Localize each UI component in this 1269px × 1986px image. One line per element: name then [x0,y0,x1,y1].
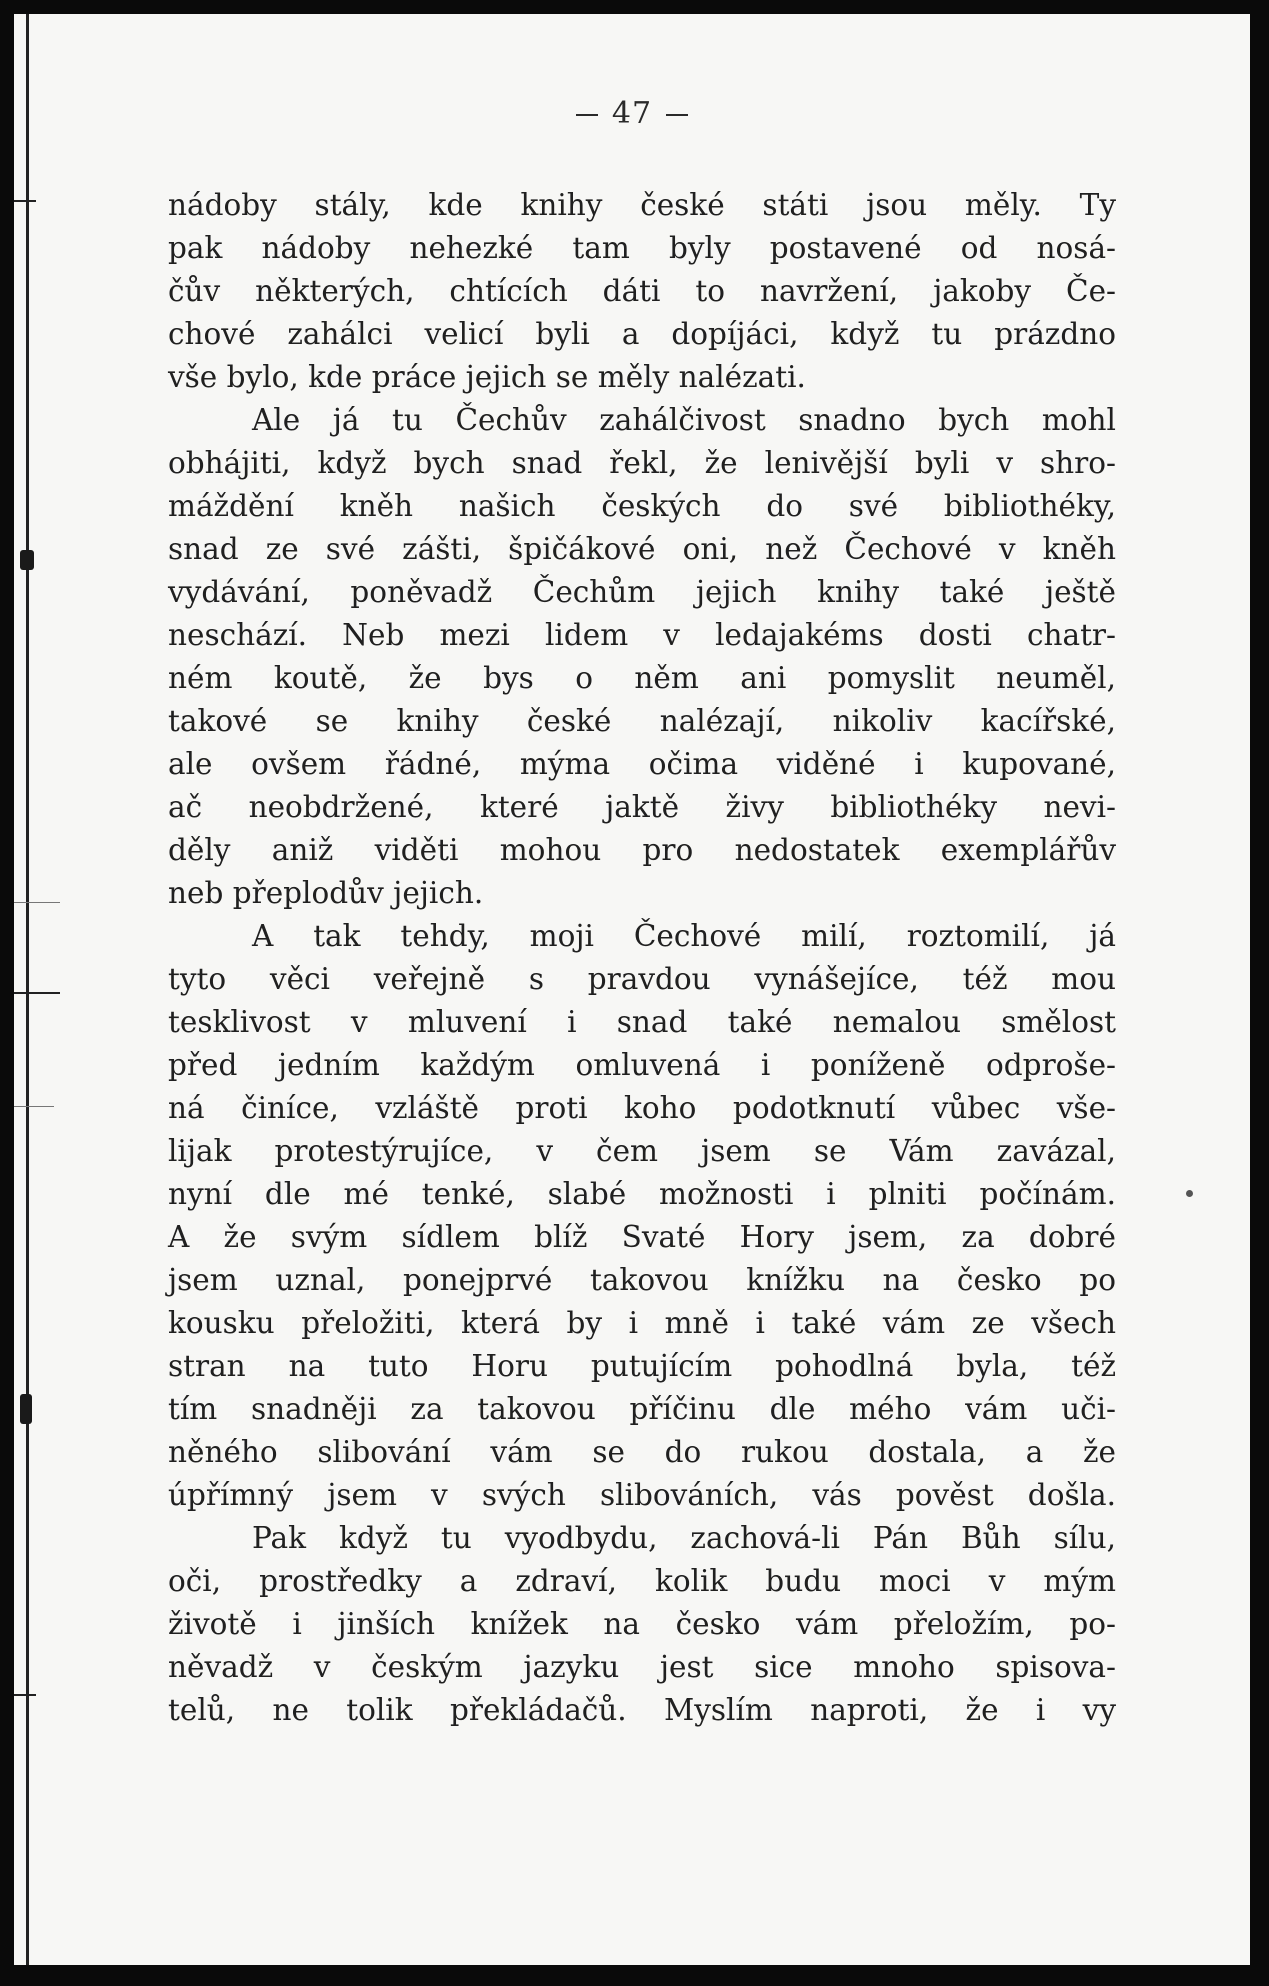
margin-tick [14,1106,54,1107]
text-line: neb přeplodův jejich. [168,876,484,910]
text-line: kousku přeložiti, která by i mně i také vám ze všech [168,1306,1116,1340]
text-line: před jedním každým omluvená i poníženě odproše- [168,1048,1116,1082]
ink-speck [1186,1190,1193,1197]
paragraph [168,184,1116,399]
margin-mark [20,550,34,570]
text-line: úpřímný jsem v svých slibováních, vás pověst došla. [168,1478,1116,1512]
paragraph [168,915,1116,1517]
text-line: stran na tuto Horu putujícím pohodlná byla, též [168,1349,1116,1383]
text-line: obhájiti, když bych snad řekl, že lenivější byli v shro- [168,446,1116,480]
margin-tick [14,992,60,994]
text-line: čův některých, chtících dáti to navržení, jakoby Če- [168,274,1116,308]
text-line: nyní dle mé tenké, slabé možnosti i plniti počínám. [168,1177,1116,1211]
text-line: nádoby stály, kde knihy české státi jsou měly. Ty [168,188,1116,222]
text-line: životě i jinších knížek na česko vám přeložím, po- [168,1607,1116,1641]
text-line: máždění kněh našich českých do své bibliothéky, [168,489,1116,523]
margin-tick [14,200,36,202]
margin-tick [14,902,60,903]
text-line: vše bylo, kde práce jejich se měly nalézati. [168,360,806,394]
text-line: takové se knihy české nalézají, nikoliv kacířské, [168,704,1116,738]
paragraph [168,1517,1116,1732]
text-line: ném koutě, že bys o něm ani pomyslit neuměl, [168,661,1116,695]
text-line: snad ze své zášti, špičákové oni, než Čechové v kněh [168,532,1116,566]
text-line: vydávání, poněvadž Čechům jejich knihy také ještě [168,575,1116,609]
text-line: tím snadněji za takovou příčinu dle mého vám uči- [168,1392,1116,1426]
text-line: tyto věci veřejně s pravdou vynášejíce, též mou [168,962,1116,996]
text-line: oči, prostředky a zdraví, kolik budu moci v mým [168,1564,1116,1598]
text-line: neschází. Neb mezi lidem v ledajakéms dosti chatr- [168,618,1116,652]
text-line: jsem uznal, ponejprvé takovou knížku na česko po [168,1263,1116,1297]
page-number: 47 [611,96,653,131]
text-line: chové zahálci velicí byli a dopíjáci, když tu prázdno [168,317,1116,351]
text-line: lijak protestýrujíce, v čem jsem se Vám zavázal, [168,1134,1116,1168]
text-line: něného slibování vám se do rukou dostala, a že [168,1435,1116,1469]
text-line: A že svým sídlem blíž Svaté Hory jsem, za dobré [168,1220,1116,1254]
text-line: ale ovšem řádné, mýma očima viděné i kupované, [168,747,1116,781]
text-line: telů, ne tolik překládačů. Myslím naproti, že i vy [168,1693,1116,1727]
text-line: něvadž v českým jazyku jest sice mnoho spisova- [168,1650,1116,1684]
text-line: Ale já tu Čechův zahálčivost snadno bych mohl [252,403,1116,437]
text-line: Pak když tu vyodbydu, zachová-li Pán Bůh sílu, [252,1521,1116,1555]
text-line: pak nádoby nehezké tam byly postavené od nosá- [168,231,1116,265]
text-line: tesklivost v mluvení i snad také nemalou smělost [168,1005,1116,1039]
text-line: ná činíce, vzláště proti koho podotknutí vůbec vše- [168,1091,1116,1125]
text-line: ač neobdržené, které jaktě živy bibliothéky nevi- [168,790,1116,824]
body-text [168,184,1116,1732]
page-number-header [14,96,1250,131]
binding-edge-line [26,14,29,1965]
page-number-dash-left [576,114,598,116]
page-number-dash-right [666,114,688,116]
text-line: A tak tehdy, moji Čechové milí, roztomilí, já [252,919,1116,953]
text-line: děly aniž viděti mohou pro nedostatek exemplářův [168,833,1116,867]
margin-mark [20,1394,32,1424]
book-page [14,14,1250,1965]
paragraph [168,399,1116,915]
margin-tick [14,1694,36,1696]
